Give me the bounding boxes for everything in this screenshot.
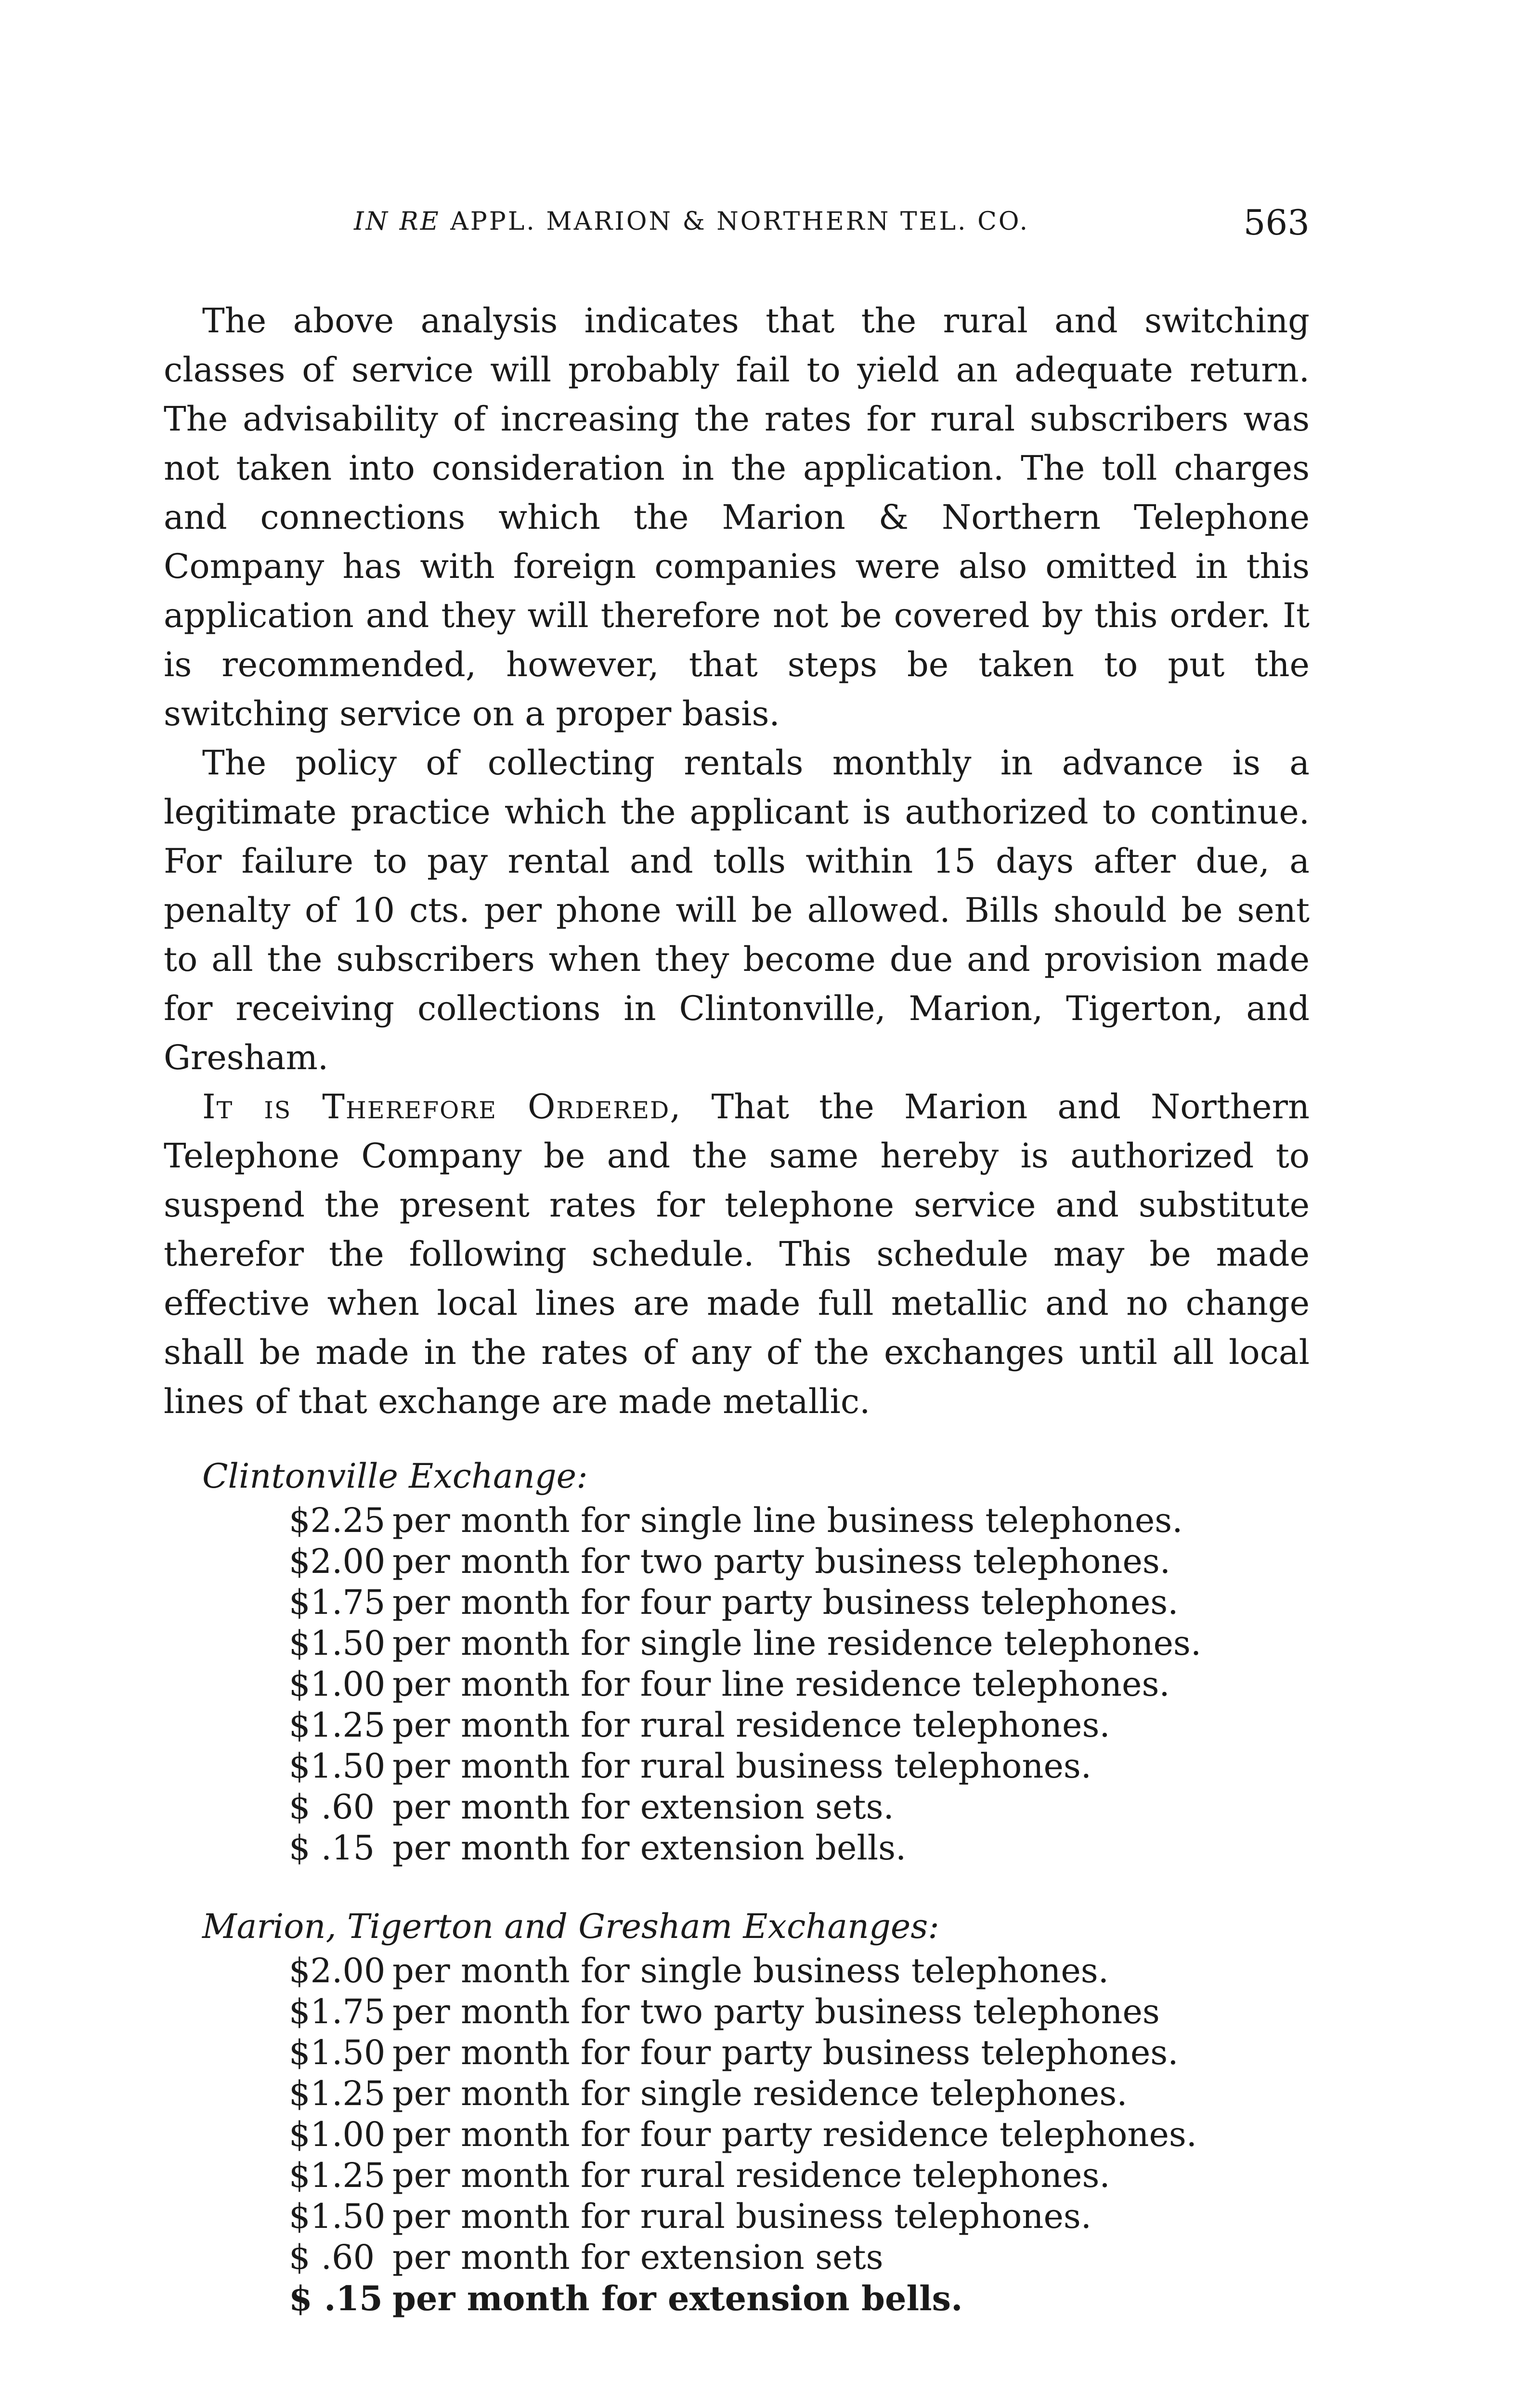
rate-description: per month for two party business telephones. — [392, 1542, 1171, 1581]
running-title — [354, 207, 1029, 236]
rate-description: per month for single residence telephones. — [392, 2074, 1128, 2113]
rate-item — [289, 2237, 1310, 2278]
rate-price: $ .15 — [289, 2278, 383, 2318]
rate-list — [164, 1500, 1310, 1869]
rate-description: per month for four party business telephones. — [392, 2033, 1179, 2072]
paragraph-policy: The policy of collecting rentals monthly in advance is a legitimate practice which the applicant is authorized to continue. For failure to pay rental and tolls within 15 days after due, a penalty of 10 cts. per phone will be allowed. Bills should be sent to all the subscribers when they become due and provision made for receiving collections in Clintonville, Marion, Tigerton, and Gresham. — [164, 743, 1310, 1077]
exchange-clintonville — [164, 1452, 1310, 1869]
rate-item — [289, 2278, 1310, 2319]
rate-price: $1.75 — [289, 1992, 386, 2031]
rate-description: per month for rural business telephones. — [392, 2197, 1092, 2236]
rate-description: per month for rural business telephones. — [392, 1746, 1092, 1786]
order-lead: It is Therefore Ordered, — [202, 1087, 682, 1126]
rate-item — [289, 1746, 1310, 1787]
paragraph-analysis: The above analysis indicates that the rural and switching classes of service will probably fail to yield an adequate return. The advisability of increasing the rates for rural subscribers was not taken into consideration in the application. The toll charges and connections which the Marion & Northern Telephone Company has with foreign companies were also omitted in this application and they will therefore not be covered by this order. It is recommended, however, that steps be taken to put the switching service on a proper basis. — [164, 301, 1310, 733]
rate-description: per month for two party business telephones — [392, 1992, 1160, 2031]
rate-price: $2.25 — [289, 1501, 386, 1540]
rate-item — [289, 1500, 1310, 1541]
rate-item — [289, 1950, 1310, 1991]
page-number: 563 — [1243, 202, 1310, 243]
rate-description: per month for extension bells. — [392, 2278, 963, 2318]
rate-price: $1.75 — [289, 1583, 386, 1622]
rate-description: per month for four line residence telephones. — [392, 1664, 1170, 1704]
exchange-marion-tigerton-gresham — [164, 1902, 1310, 2319]
rate-item — [289, 1664, 1310, 1705]
rate-price: $ .60 — [289, 1787, 375, 1827]
rate-price: $1.50 — [289, 1746, 386, 1786]
rate-description: per month for single line residence telephones. — [392, 1623, 1202, 1663]
rate-item — [289, 1582, 1310, 1623]
rate-description: per month for extension sets. — [392, 1787, 894, 1827]
rate-item — [289, 2114, 1310, 2155]
rate-description: per month for rural residence telephones. — [392, 2156, 1110, 2195]
running-head — [164, 202, 1310, 255]
rate-item — [289, 2196, 1310, 2237]
rate-item — [289, 1541, 1310, 1582]
rate-description: per month for single line business telephones. — [392, 1501, 1183, 1540]
rate-item — [289, 2073, 1310, 2114]
rate-item — [289, 2155, 1310, 2196]
rate-price: $1.25 — [289, 2156, 386, 2195]
rate-price: $ .15 — [289, 1828, 375, 1868]
rate-item — [289, 1787, 1310, 1828]
rate-list — [164, 1950, 1310, 2319]
rate-item — [289, 1705, 1310, 1746]
body-text — [164, 296, 1310, 1426]
paragraph-order — [164, 1082, 1310, 1426]
rate-price: $1.50 — [289, 2033, 386, 2072]
rate-description: per month for four party business telephones. — [392, 1583, 1179, 1622]
rate-price: $ .60 — [289, 2238, 375, 2277]
rate-price: $1.50 — [289, 1623, 386, 1663]
exchange-title: Marion, Tigerton and Gresham Exchanges: — [202, 1907, 939, 1946]
exchange-title: Clintonville Exchange: — [202, 1456, 588, 1496]
rate-price: $1.00 — [289, 1664, 386, 1704]
rate-item — [289, 1828, 1310, 1869]
rate-description: per month for rural residence telephones. — [392, 1705, 1110, 1745]
rate-item — [289, 1991, 1310, 2032]
order-text: That the Marion and Northern Telephone Company be and the same hereby is authorized to suspend the present rates for telephone service and substitute therefor the following schedule. This schedule may be made effective when local lines are made full metallic and no change shall be made in the rates of any of the exchanges until all local lines of that exchange are made metallic. — [164, 1087, 1310, 1421]
rate-schedules — [164, 1452, 1310, 2319]
rate-item — [289, 1623, 1310, 1664]
rate-description: per month for extension sets — [392, 2238, 883, 2277]
running-title-italic: IN RE — [354, 207, 441, 236]
running-title-rest: APPL. MARION & NORTHERN TEL. CO. — [440, 207, 1029, 236]
rate-price: $1.00 — [289, 2115, 386, 2154]
rate-price: $1.25 — [289, 1705, 386, 1745]
rate-item — [289, 2032, 1310, 2073]
rate-description: per month for four party residence telephones. — [392, 2115, 1197, 2154]
rate-price: $1.25 — [289, 2074, 386, 2113]
rate-description: per month for single business telephones. — [392, 1951, 1109, 1990]
rate-price: $1.50 — [289, 2197, 386, 2236]
rate-price: $2.00 — [289, 1542, 386, 1581]
rate-description: per month for extension bells. — [392, 1828, 907, 1868]
rate-price: $2.00 — [289, 1951, 386, 1990]
